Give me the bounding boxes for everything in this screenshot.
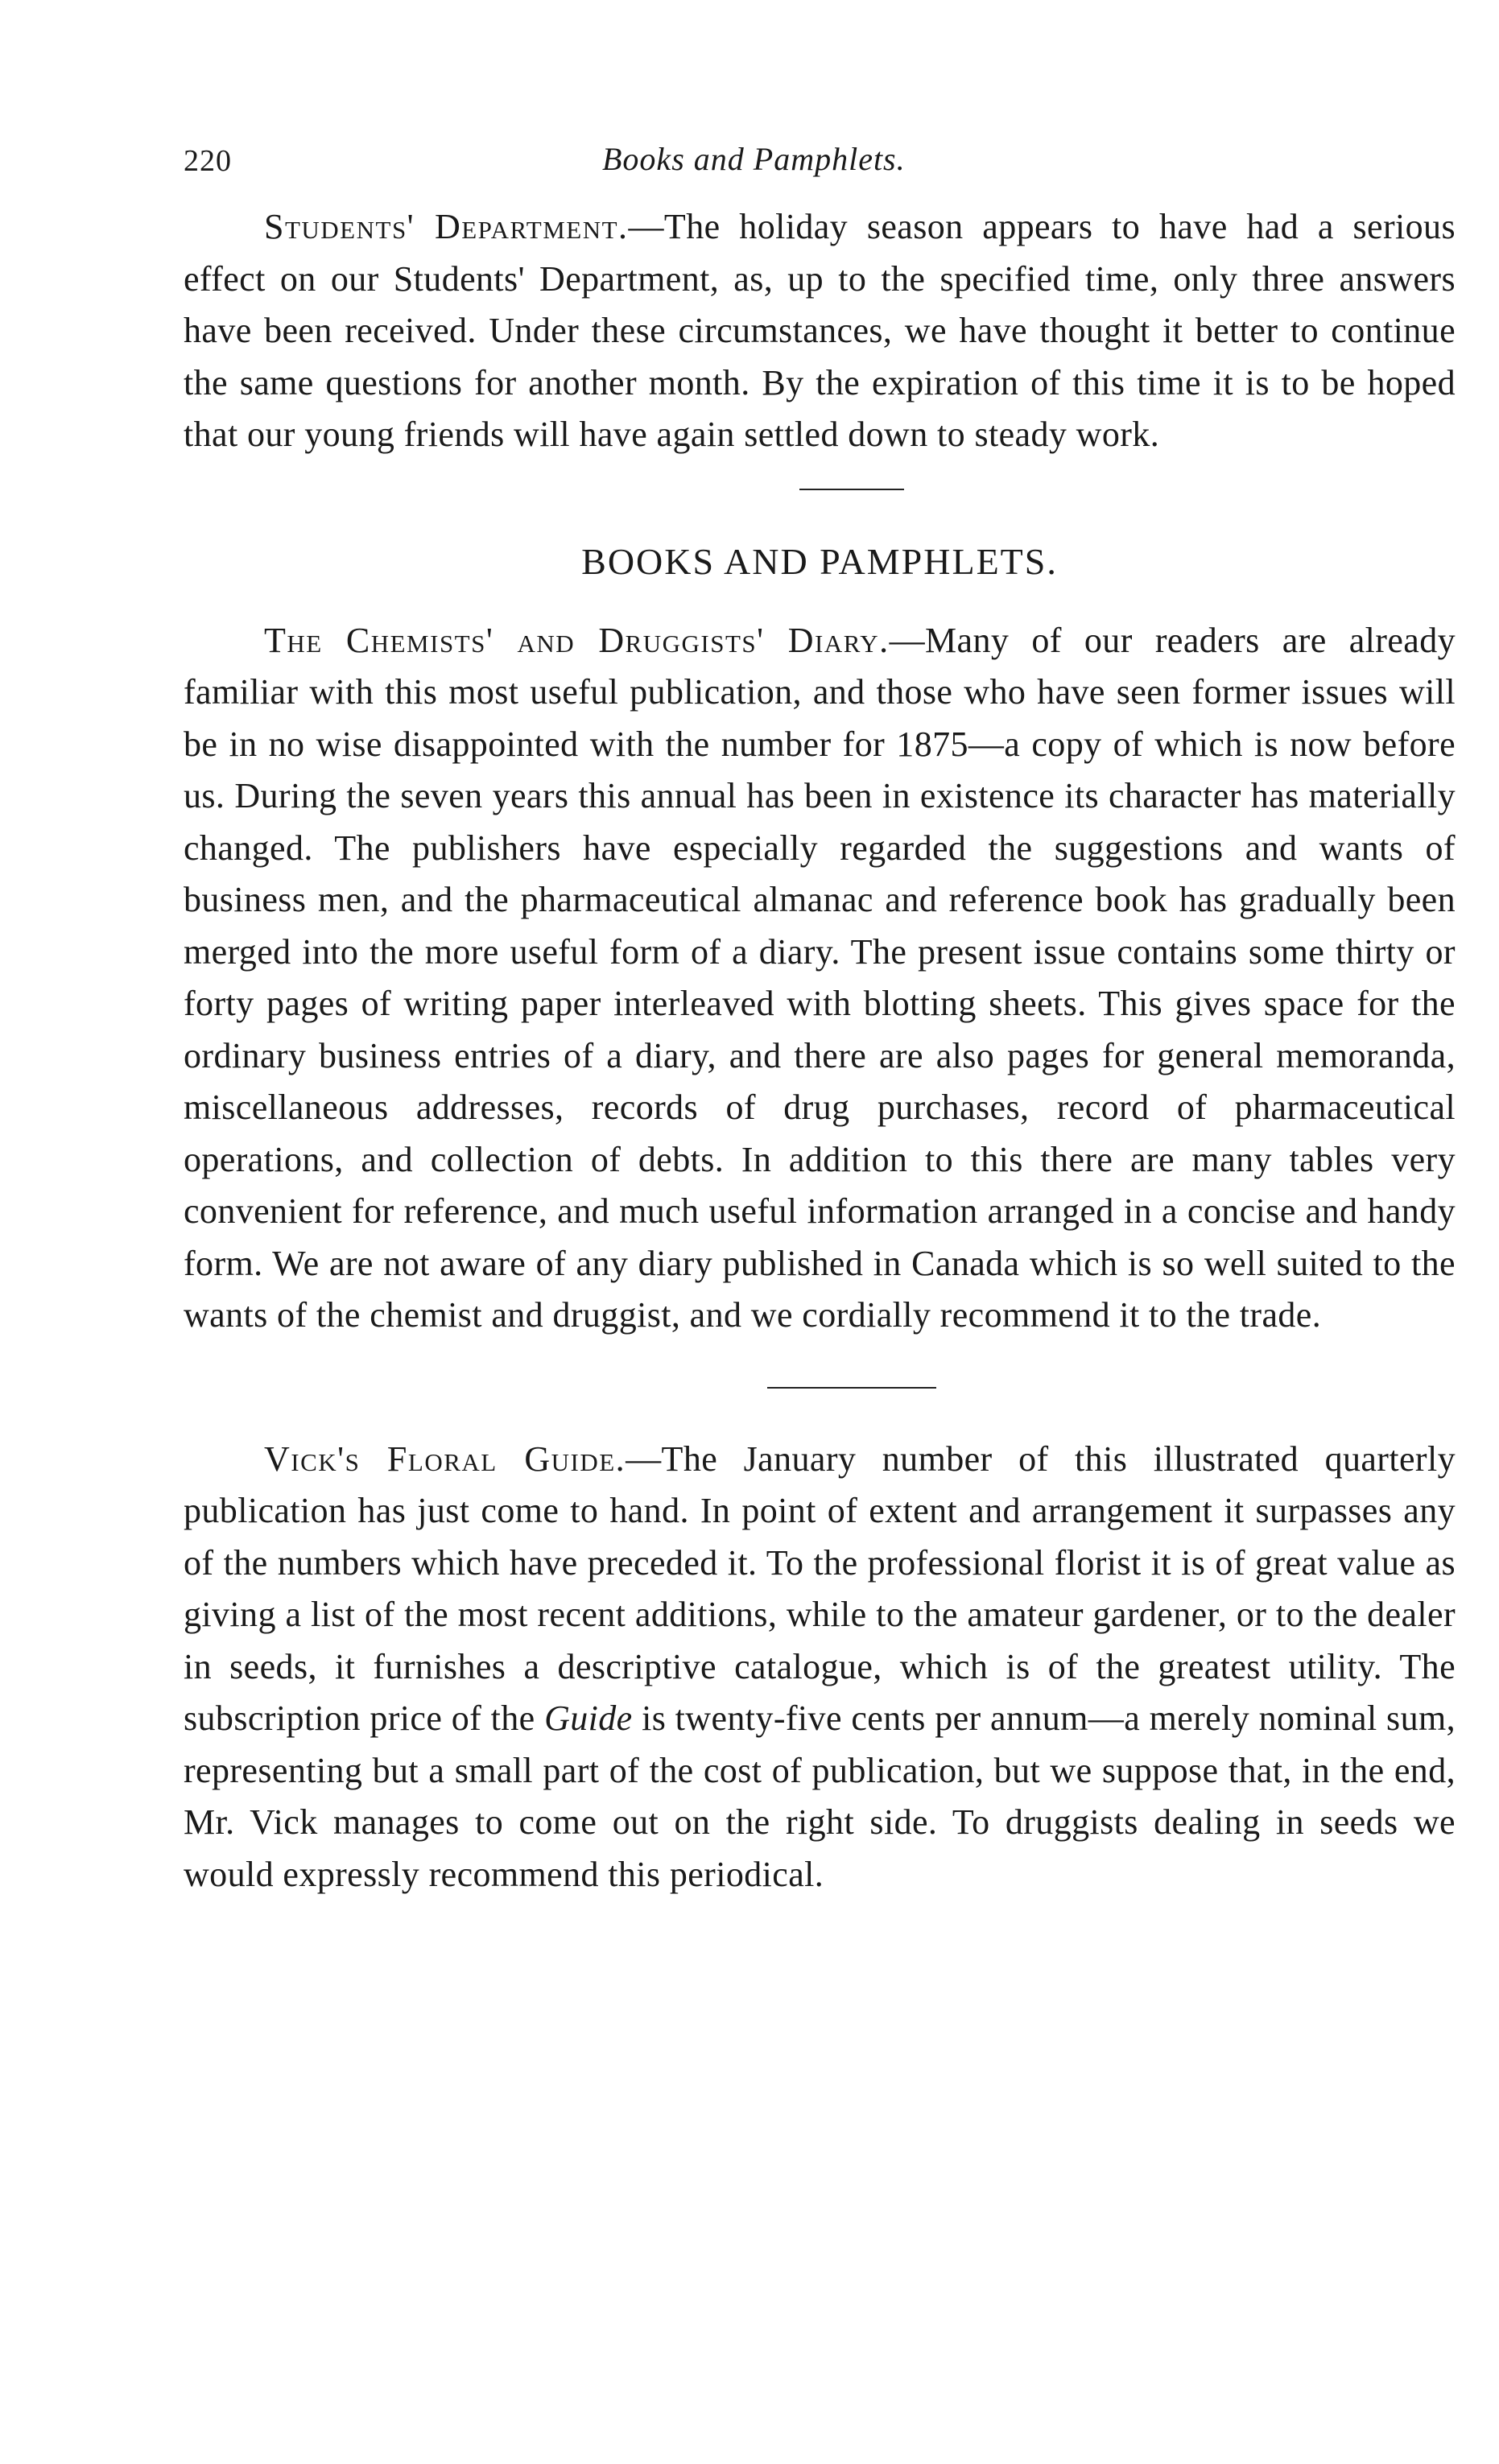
floral-guide-text-before: —The January number of this illustrated quarterly publication has just come to hand. In point of extent and arrangement it surpasses any of the numbers which have preceded it. To the professional florist it is of great value as giving a list of the most recent additions, while to the amateur gardener, or to the dealer in seeds, it furnishes a descriptive catalogue, which is of the greatest utility. The subscription price of the <box>184 1438 1456 1738</box>
running-head <box>184 129 1456 193</box>
floral-guide-lead: Vick's Floral Guide. <box>264 1438 626 1479</box>
diary-review-lead: The Chemists' and Druggists' Diary. <box>264 620 890 660</box>
page <box>184 129 1456 1901</box>
section-heading: BOOKS AND PAMPHLETS. <box>581 540 1058 582</box>
students-department-text: —The holiday season appears to have had a serious effect on our Students' Department, as, up to the specified time, only three answers have been received. Under these circumstances, we have thought it better to continue the same questions for another month. By the expiration of this time it is to be hoped that our young friends will have again settled down to steady work. <box>184 207 1456 454</box>
diary-review-text: —Many of our readers are already familiar with this most useful publication, and those who have seen former issues will be in no wise disappointed with the number for 1875—a copy of which is now before us. During the seven years this annual has been in existence its character has materially changed. The publishers have especially regarded the suggestions and wants of business men, and the pharmaceutical almanac and reference book has gradually been merged into the more useful form of a diary. The present issue contains some thirty or forty pages of writing paper interleaved with blotting sheets. This gives space for the ordinary business entries of a diary, and there are also pages for general memoranda, miscellaneous addresses, records of drug purchases, record of pharmaceutical operations, and collection of debts. In addition to this there are many tables very convenient for reference, and much useful information arranged in a concise and handy form. We are not aware of any diary published in Canada which is so well suited to the wants of the chemist and druggist, and we cordially recommend it to the trade. <box>184 620 1456 1335</box>
diary-review-paragraph <box>184 615 1456 1342</box>
running-title: Books and Pamphlets. <box>602 141 906 177</box>
students-department-lead: Students' Department. <box>264 207 629 246</box>
page-number: 220 <box>184 144 232 178</box>
students-department-paragraph <box>184 201 1456 461</box>
floral-guide-paragraph <box>184 1434 1456 1901</box>
floral-guide-text-after: is twenty-five cents per annum—a merely nominal sum, representing but a small part of the cost of publication, but we suppose that, in the end, Mr. Vick manages to come out on the right side. To druggists dealing in seeds we would expressly recommend this periodical. <box>184 1698 1456 1894</box>
floral-guide-title-ref: Guide <box>544 1698 633 1738</box>
section-divider <box>799 489 904 490</box>
article-divider <box>767 1387 936 1389</box>
